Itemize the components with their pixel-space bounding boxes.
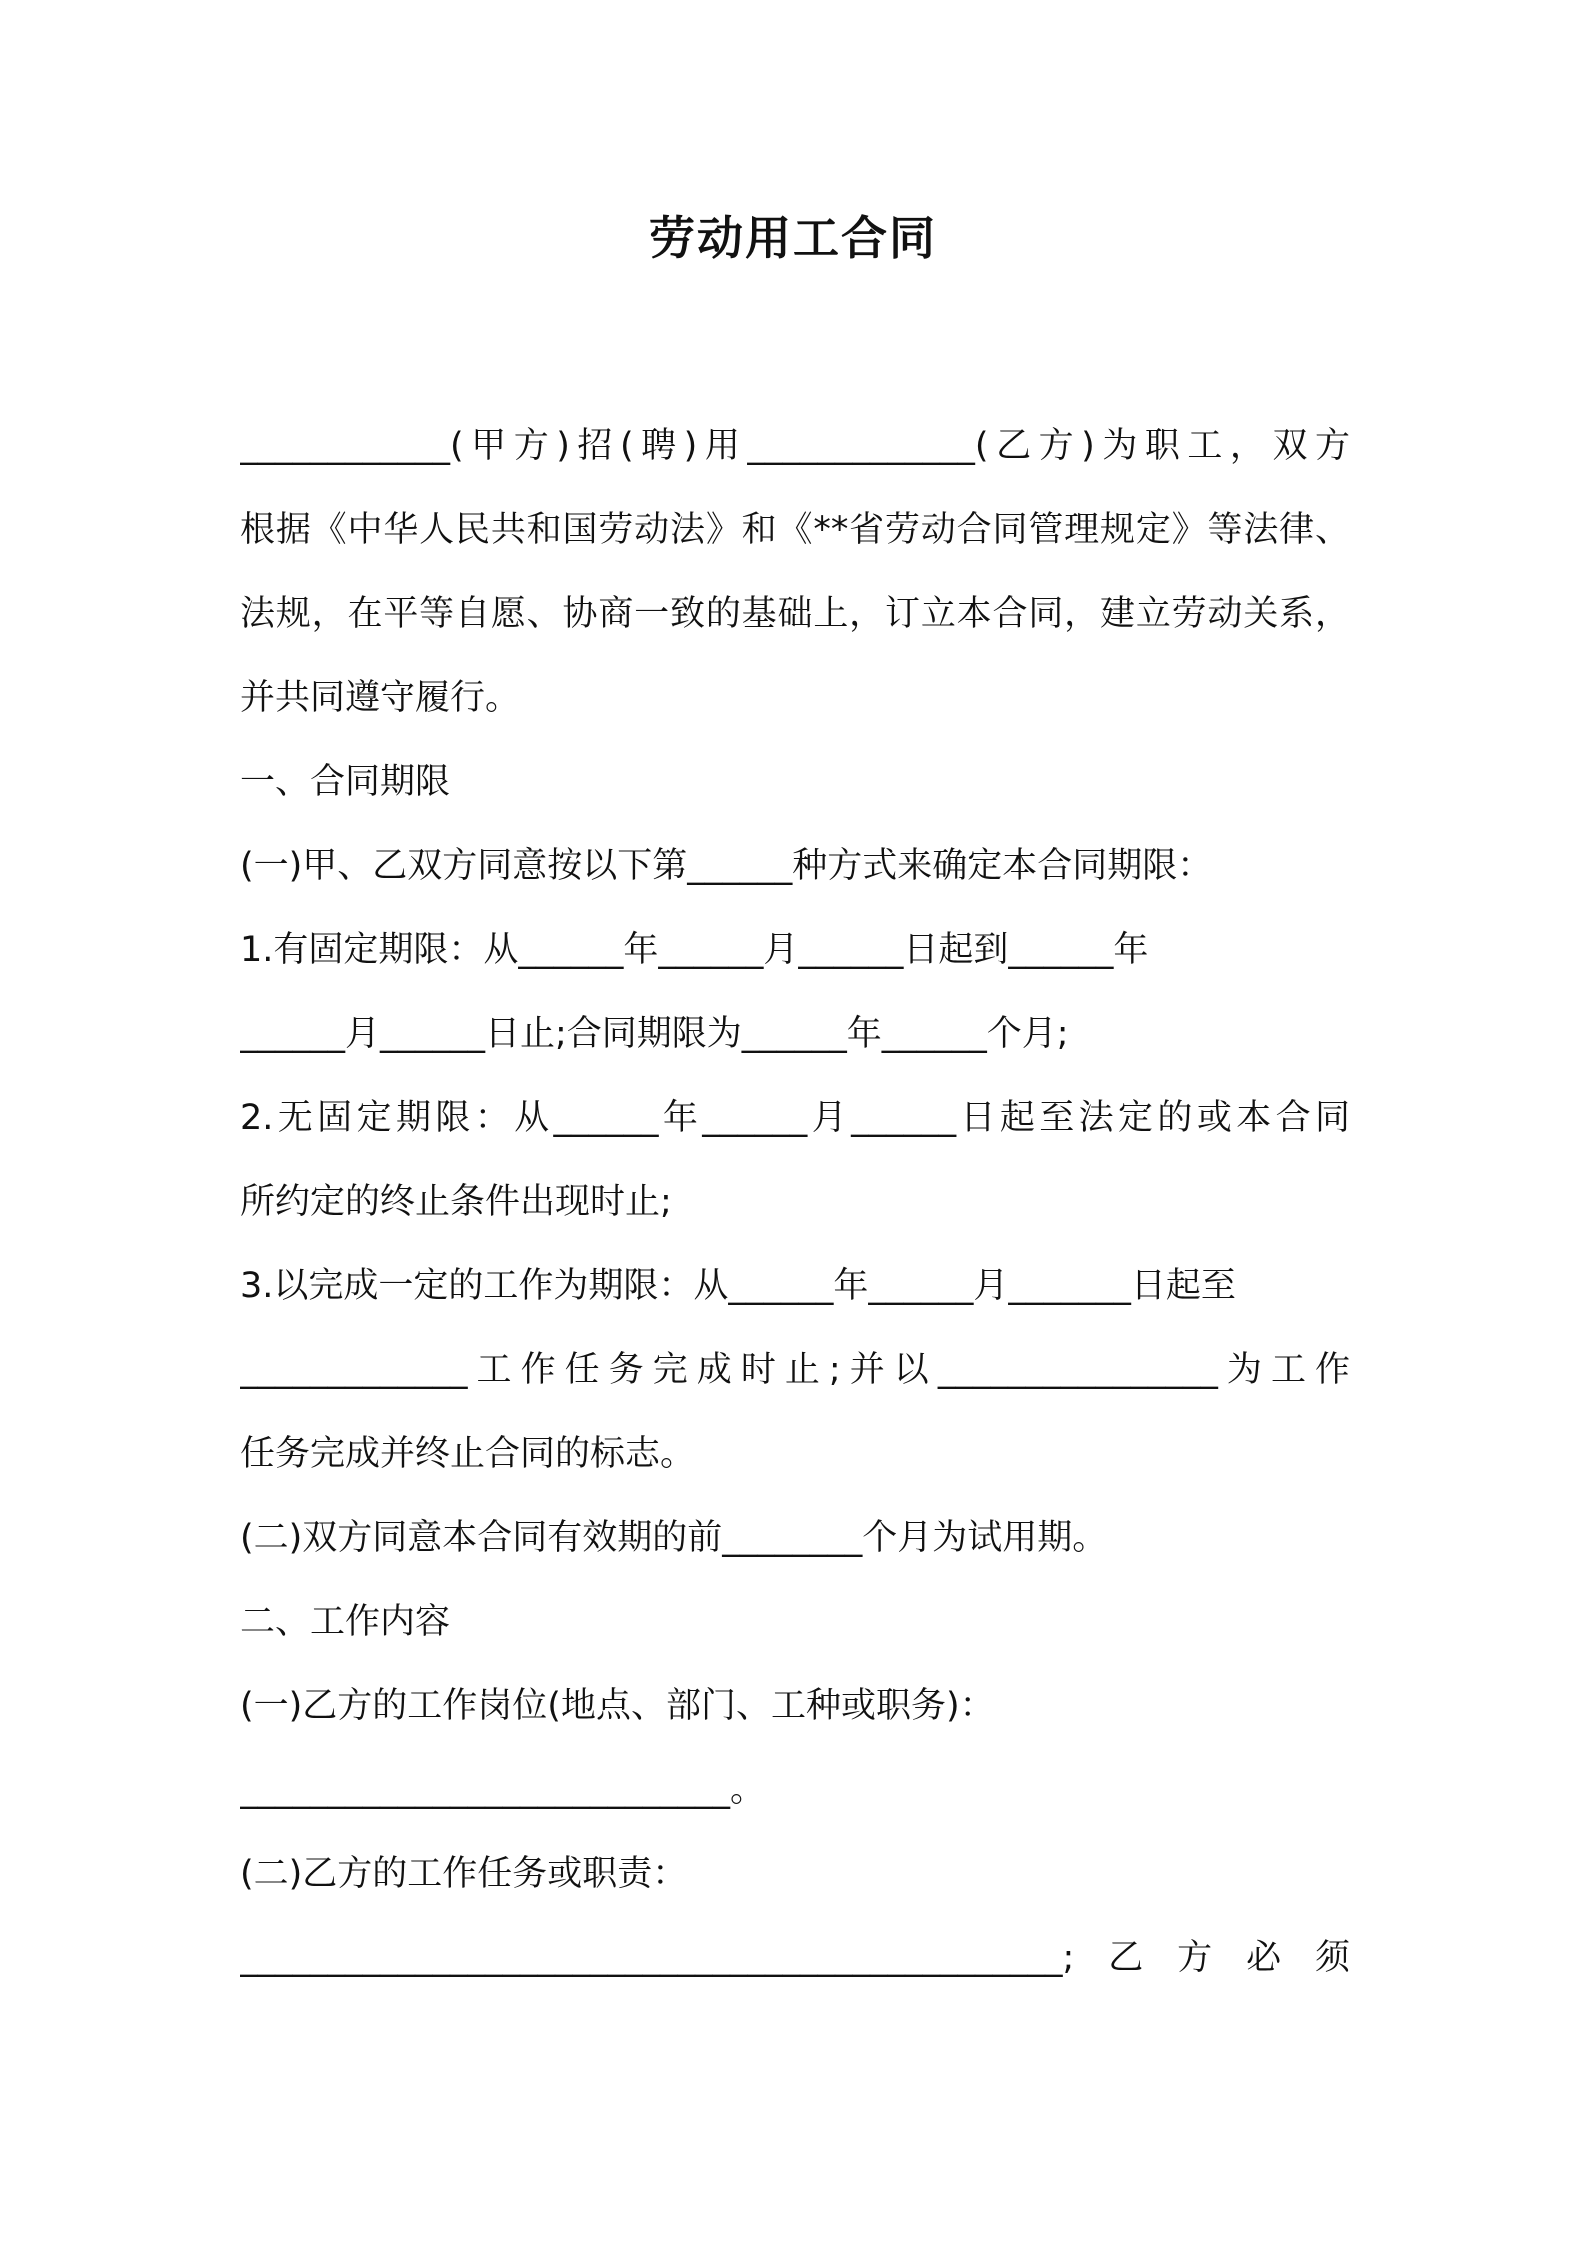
clause-line: 2.无固定期限：从______年______月______日起至法定的或本合同 — [240, 1098, 1350, 1138]
clause-line: _______________________________________________;乙方必须 — [240, 1938, 1350, 1978]
clause-line: 任务完成并终止合同的标志。 — [240, 1434, 696, 1474]
clause-line: (二)双方同意本合同有效期的前________个月为试用期。 — [240, 1518, 1108, 1558]
document-body — [240, 404, 1350, 2000]
clause-line: ______月______日止;合同期限为______年______个月; — [240, 1014, 1069, 1054]
document-title: 劳动用工合同 — [649, 211, 937, 265]
clause-line: (二)乙方的工作任务或职责： — [240, 1854, 688, 1894]
paragraph-line: 根据《中华人民共和国劳动法》和《**省劳动合同管理规定》等法律、 — [240, 510, 1350, 550]
section-heading: 二、工作内容 — [240, 1602, 451, 1642]
clause-line: ____________________________。 — [240, 1770, 766, 1810]
paragraph-line: ____________(甲方)招(聘)用_____________(乙方)为职工，双方 — [240, 426, 1350, 466]
paragraph-line: 并共同遵守履行。 — [240, 678, 521, 718]
section-heading: 一、合同期限 — [240, 762, 451, 802]
clause-line: 3.以完成一定的工作为期限：从______年______月_______日起至 — [240, 1266, 1236, 1306]
clause-line: (一)甲、乙双方同意按以下第______种方式来确定本合同期限： — [240, 846, 1213, 886]
clause-line: _____________工作任务完成时止;并以________________为工作 — [240, 1350, 1350, 1390]
clause-line: (一)乙方的工作岗位(地点、部门、工种或职务)： — [240, 1686, 995, 1726]
clause-line: 所约定的终止条件出现时止; — [240, 1182, 672, 1222]
clause-line: 1.有固定期限：从______年______月______日起到______年 — [240, 930, 1149, 970]
paragraph-line: 法规，在平等自愿、协商一致的基础上，订立本合同，建立劳动关系， — [240, 594, 1350, 634]
